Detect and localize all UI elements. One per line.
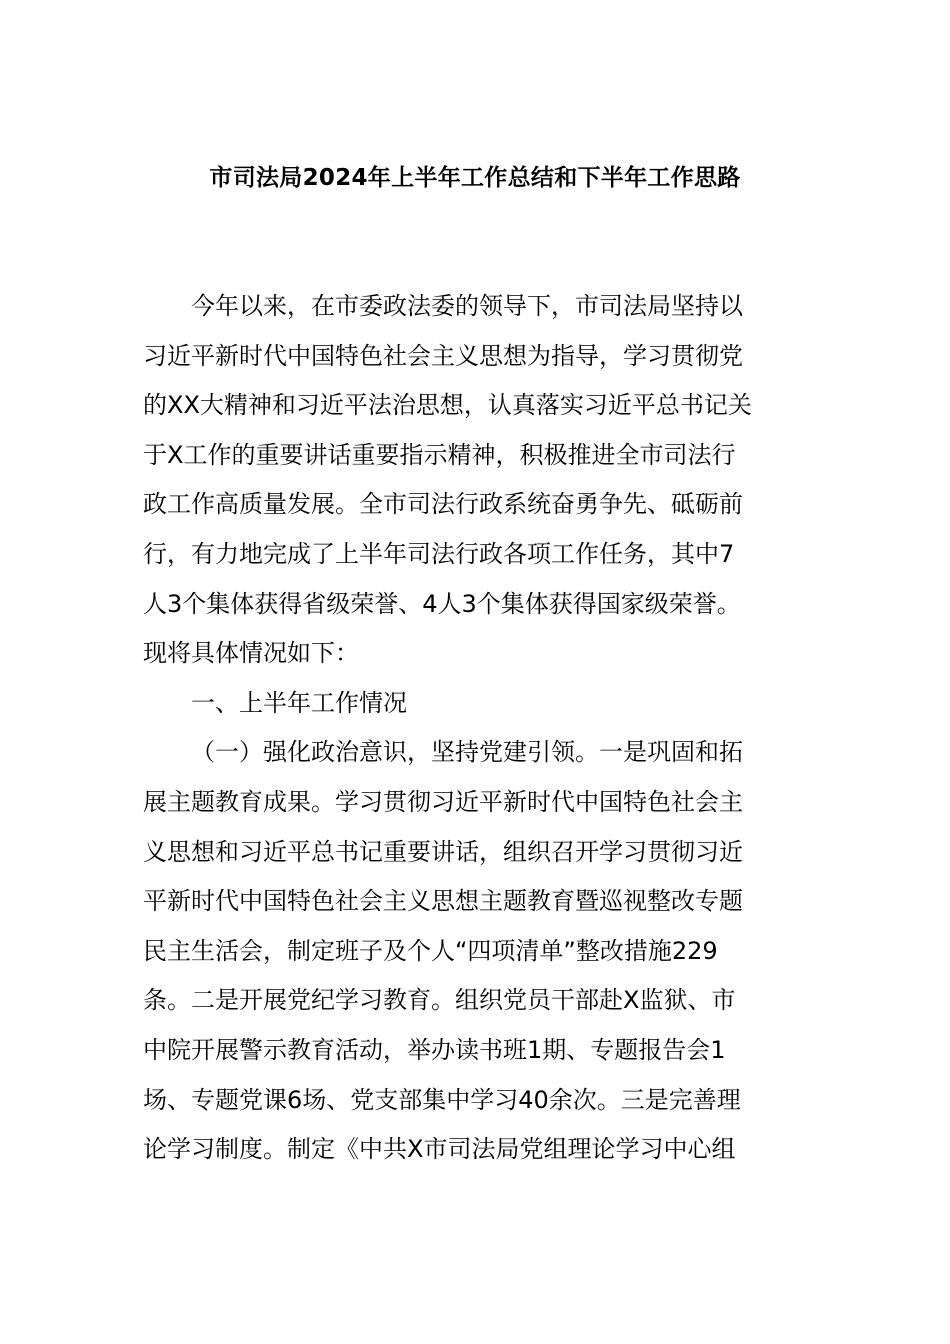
text-line: 展主题教育成果。学习贯彻习近平新时代中国特色社会主	[143, 787, 743, 816]
paragraph-party-building	[143, 728, 807, 1174]
text-line: 条。二是开展党纪学习教育。组织党员干部赴X监狱、市	[143, 986, 736, 1015]
paragraph-intro	[143, 282, 807, 679]
text-line: 的XX大精神和习近平法治思想，认真落实习近平总书记关	[143, 391, 752, 420]
text-line: 场、专题党课6场、党支部集中学习40余次。三是完善理	[143, 1085, 741, 1114]
section-heading	[143, 679, 807, 729]
text-line: 于X工作的重要讲话重要指示精神，积极推进全市司法行	[143, 440, 736, 469]
text-line: 一、上半年工作情况	[191, 688, 407, 717]
text-line: 现将具体情况如下：	[143, 639, 359, 668]
text-line: 义思想和习近平总书记重要讲话，组织召开学习贯彻习近	[143, 837, 743, 866]
text-line: 民主生活会，制定班子及个人“四项清单”整改措施229	[143, 936, 718, 965]
text-line: 人3个集体获得省级荣誉、4人3个集体获得国家级荣誉。	[143, 589, 741, 618]
text-line: 平新时代中国特色社会主义思想主题教育暨巡视整改专题	[143, 887, 743, 916]
text-line: 习近平新时代中国特色社会主义思想为指导，学习贯彻党	[143, 341, 743, 370]
text-line: 论学习制度。制定《中共X市司法局党组理论学习中心组	[143, 1135, 736, 1164]
document-body	[143, 282, 807, 1175]
text-line: 政工作高质量发展。全市司法行政系统奋勇争先、砥砺前	[143, 490, 743, 519]
text-line: 中院开展警示教育活动，举办读书班1期、专题报告会1	[143, 1035, 726, 1064]
document-title: 市司法局2024年上半年工作总结和下半年工作思路	[209, 165, 741, 191]
text-line: 今年以来，在市委政法委的领导下，市司法局坚持以	[191, 292, 743, 320]
text-line: 行，有力地完成了上半年司法行政各项工作任务，其中7	[143, 539, 735, 568]
text-line: （一）强化政治意识，坚持党建引领。一是巩固和拓	[191, 738, 743, 767]
